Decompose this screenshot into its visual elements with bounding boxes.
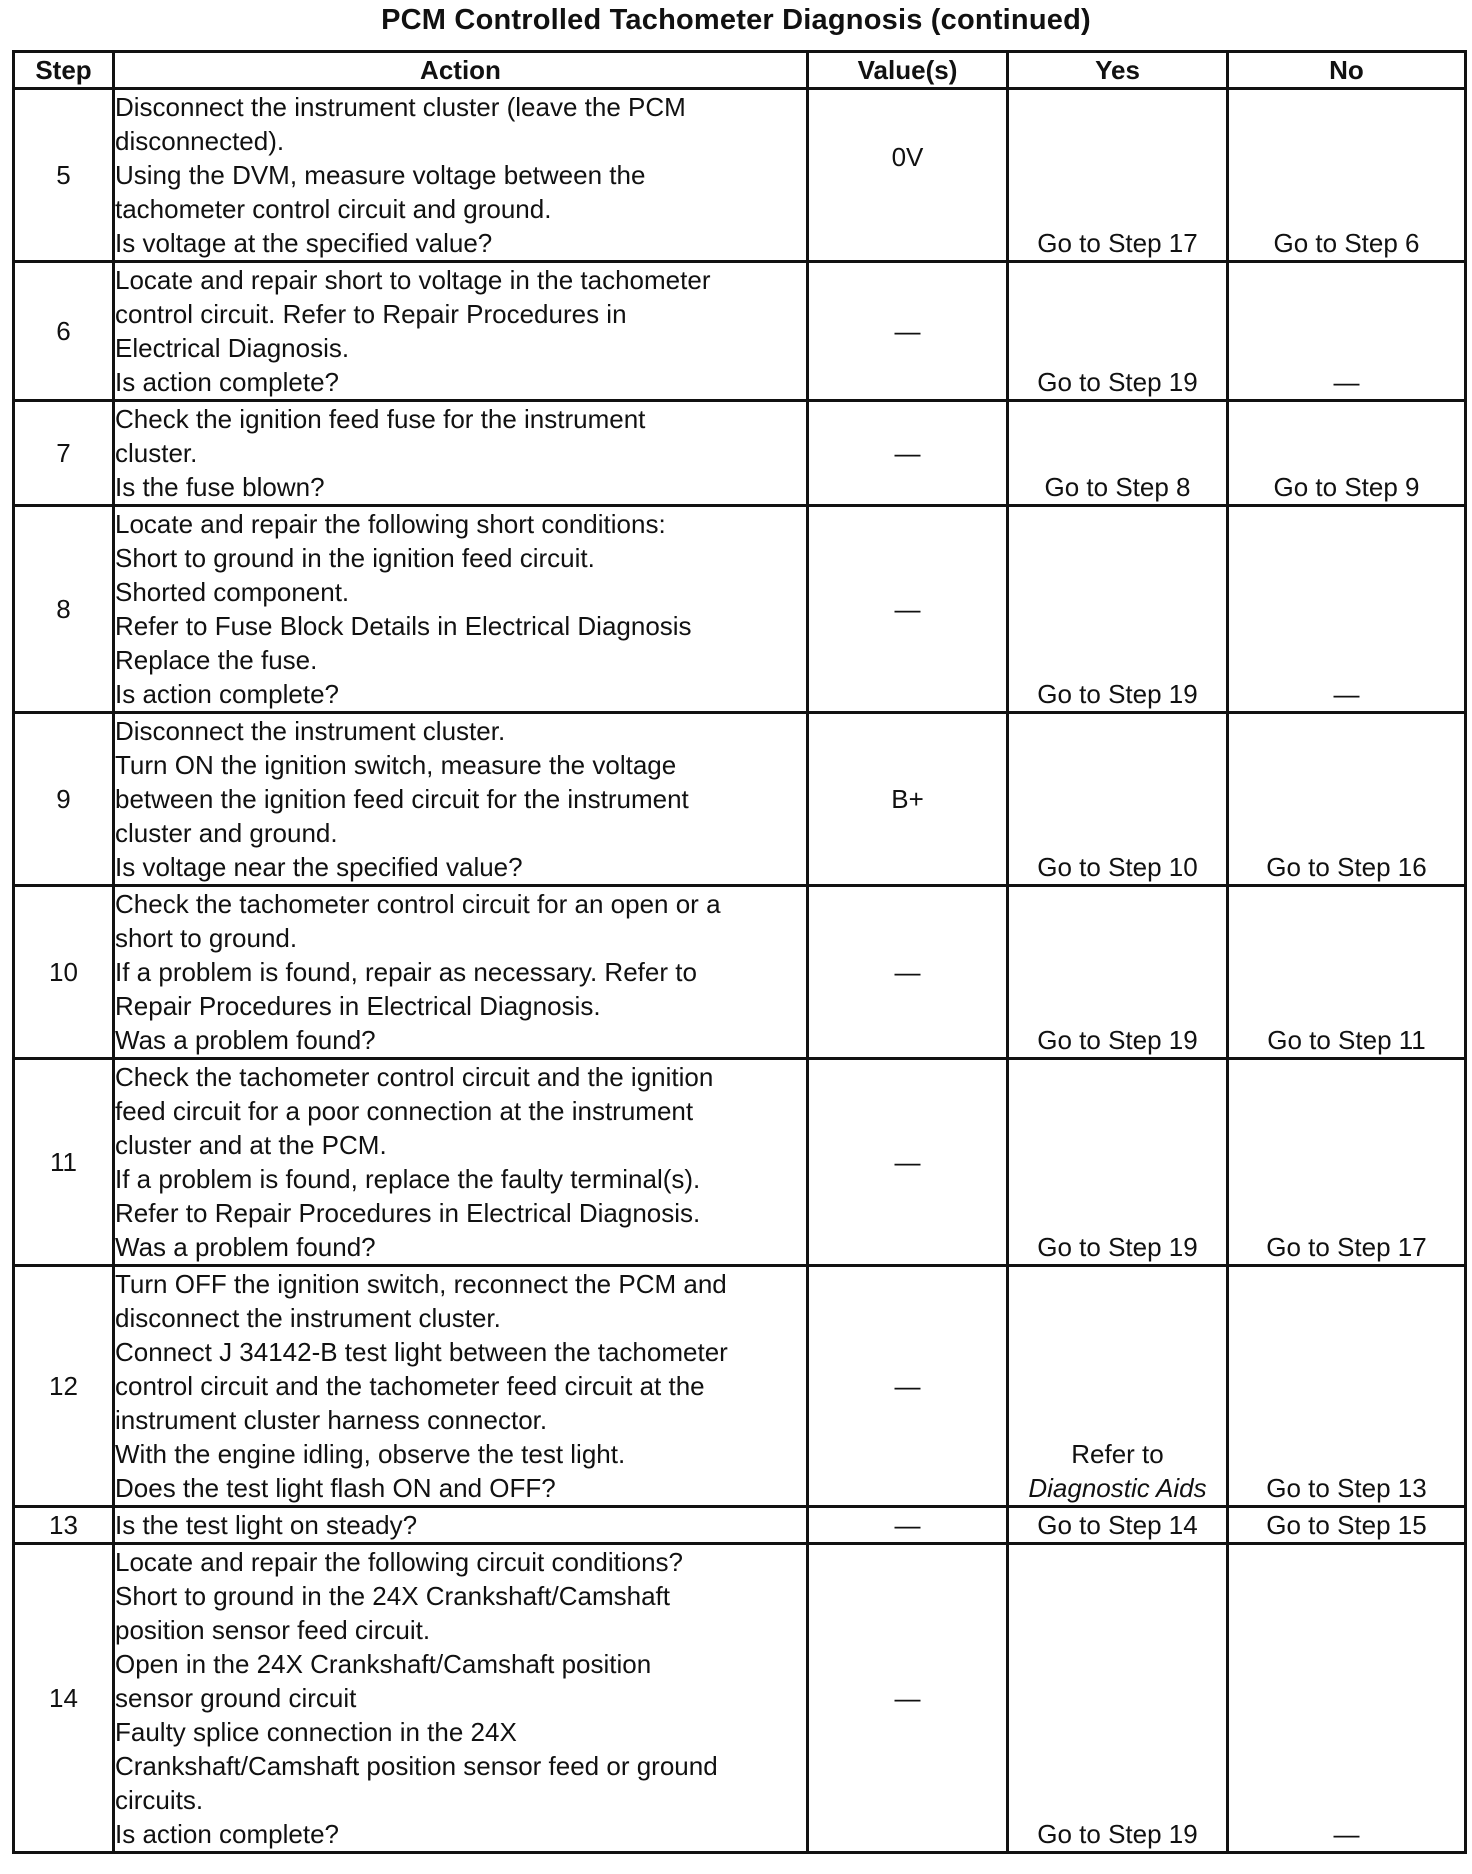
value-cell: — [808,401,1008,506]
action-line: cluster and at the PCM. [115,1130,387,1160]
action-line: Turn ON the ignition switch, measure the voltage [115,750,677,780]
action-line: Replace the fuse. [115,645,318,675]
action-line: Open in the 24X Crankshaft/Camshaft position [115,1649,652,1679]
action-line: Locate and repair the following short conditions: [115,509,666,539]
step-number: 10 [14,886,114,1059]
action-cell [114,506,808,713]
action-line: cluster. [115,438,198,468]
step-number: 6 [14,262,114,401]
action-line: Electrical Diagnosis. [115,333,350,363]
no-cell: Go to Step 11 [1228,886,1466,1059]
action-cell [114,262,808,401]
page-title: PCM Controlled Tachometer Diagnosis (continued) [381,4,1091,36]
no-cell: Go to Step 15 [1228,1507,1466,1544]
action-cell [114,713,808,886]
no-cell: Go to Step 13 [1228,1266,1466,1507]
action-line: Is voltage near the specified value? [115,852,523,882]
value-cell: — [808,506,1008,713]
yes-cell: Go to Step 19 [1008,262,1228,401]
action-cell [114,1059,808,1266]
table-row [14,886,1466,1059]
action-line: control circuit and the tachometer feed circuit at the [115,1371,705,1401]
action-line: If a problem is found, replace the faulty terminal(s). [115,1164,701,1194]
action-line: Disconnect the instrument cluster. [115,716,506,746]
action-cell [114,1266,808,1507]
step-number: 9 [14,713,114,886]
value-cell: — [808,1266,1008,1507]
action-cell [114,1544,808,1853]
step-number: 8 [14,506,114,713]
value-cell: — [808,1544,1008,1853]
header-step: Step [14,52,114,89]
value-cell: B+ [808,713,1008,886]
action-line: Locate and repair short to voltage in the tachometer [115,265,711,295]
table-row [14,401,1466,506]
action-cell [114,89,808,262]
step-number: 11 [14,1059,114,1266]
step-number: 14 [14,1544,114,1853]
action-line: control circuit. Refer to Repair Procedures in [115,299,627,329]
table-row [14,89,1466,262]
yes-cell: Go to Step 19 [1008,506,1228,713]
table-row [14,1059,1466,1266]
action-line: sensor ground circuit [115,1683,357,1713]
yes-cell: Go to Step 17 [1008,89,1228,262]
action-line: Short to ground in the 24X Crankshaft/Camshaft [115,1581,670,1611]
action-line: feed circuit for a poor connection at the instrument [115,1096,694,1126]
action-line: Does the test light flash ON and OFF? [115,1473,556,1503]
table-row [14,262,1466,401]
table-row [14,1507,1466,1544]
header-action: Action [114,52,808,89]
action-line: Faulty splice connection in the 24X [115,1717,517,1747]
yes-line: Refer to [1071,1439,1164,1469]
action-line: Turn OFF the ignition switch, reconnect the PCM and [115,1269,727,1299]
step-number: 13 [14,1507,114,1544]
no-cell: Go to Step 6 [1228,89,1466,262]
diagnosis-table [12,50,1467,1854]
action-line: With the engine idling, observe the test light. [115,1439,626,1469]
diagnostic-aids-reference: Diagnostic Aids [1028,1473,1207,1503]
no-cell: — [1228,1544,1466,1853]
action-line: disconnect the instrument cluster. [115,1303,501,1333]
no-cell: — [1228,262,1466,401]
table-row [14,713,1466,886]
action-line: disconnected). [115,126,285,156]
value-cell: — [808,1507,1008,1544]
action-line: Is action complete? [115,679,340,709]
step-number: 12 [14,1266,114,1507]
action-line: Check the ignition feed fuse for the instrument [115,404,646,434]
action-line: Shorted component. [115,577,350,607]
no-cell: Go to Step 9 [1228,401,1466,506]
no-cell: Go to Step 16 [1228,713,1466,886]
header-value: Value(s) [808,52,1008,89]
action-line: between the ignition feed circuit for the instrument [115,784,689,814]
action-line: Crankshaft/Camshaft position sensor feed or ground [115,1751,718,1781]
action-line: Repair Procedures in Electrical Diagnosis. [115,991,601,1021]
action-line: position sensor feed circuit. [115,1615,431,1645]
yes-cell: Go to Step 8 [1008,401,1228,506]
header-row [14,52,1466,89]
action-line: Check the tachometer control circuit for an open or a [115,889,721,919]
value-cell: — [808,886,1008,1059]
action-line: instrument cluster harness connector. [115,1405,548,1435]
step-number: 5 [14,89,114,262]
action-line: If a problem is found, repair as necessary. Refer to [115,957,697,987]
action-line: circuits. [115,1785,204,1815]
value-cell: 0V [808,89,1008,262]
table-row [14,506,1466,713]
no-cell: Go to Step 17 [1228,1059,1466,1266]
action-line: Short to ground in the ignition feed circuit. [115,543,595,573]
value-cell: — [808,1059,1008,1266]
action-line: Using the DVM, measure voltage between the [115,160,646,190]
action-line: Is the test light on steady? [115,1510,418,1540]
action-line: Is voltage at the specified value? [115,228,493,258]
yes-cell: Go to Step 19 [1008,1544,1228,1853]
action-line: short to ground. [115,923,298,953]
action-line: Was a problem found? [115,1025,376,1055]
yes-cell: Go to Step 10 [1008,713,1228,886]
action-line: Check the tachometer control circuit and the ignition [115,1062,714,1092]
no-cell: — [1228,506,1466,713]
table-row [14,1544,1466,1853]
yes-cell: Go to Step 19 [1008,886,1228,1059]
action-line: Is action complete? [115,367,340,397]
yes-cell: Go to Step 14 [1008,1507,1228,1544]
action-line: cluster and ground. [115,818,338,848]
value-cell: — [808,262,1008,401]
step-number: 7 [14,401,114,506]
action-line: Is the fuse blown? [115,472,325,502]
action-line: Is action complete? [115,1819,340,1849]
action-line: Locate and repair the following circuit conditions? [115,1547,684,1577]
action-line: Connect J 34142-B test light between the tachometer [115,1337,728,1367]
header-no: No [1228,52,1466,89]
header-yes: Yes [1008,52,1228,89]
action-cell [114,1507,808,1544]
action-line: Disconnect the instrument cluster (leave the PCM [115,92,686,122]
action-cell [114,886,808,1059]
action-line: Refer to Repair Procedures in Electrical Diagnosis. [115,1198,701,1228]
action-line: tachometer control circuit and ground. [115,194,552,224]
action-line: Was a problem found? [115,1232,376,1262]
action-cell [114,401,808,506]
yes-cell [1008,1266,1228,1507]
yes-cell: Go to Step 19 [1008,1059,1228,1266]
action-line: Refer to Fuse Block Details in Electrical Diagnosis [115,611,692,641]
table-row [14,1266,1466,1507]
